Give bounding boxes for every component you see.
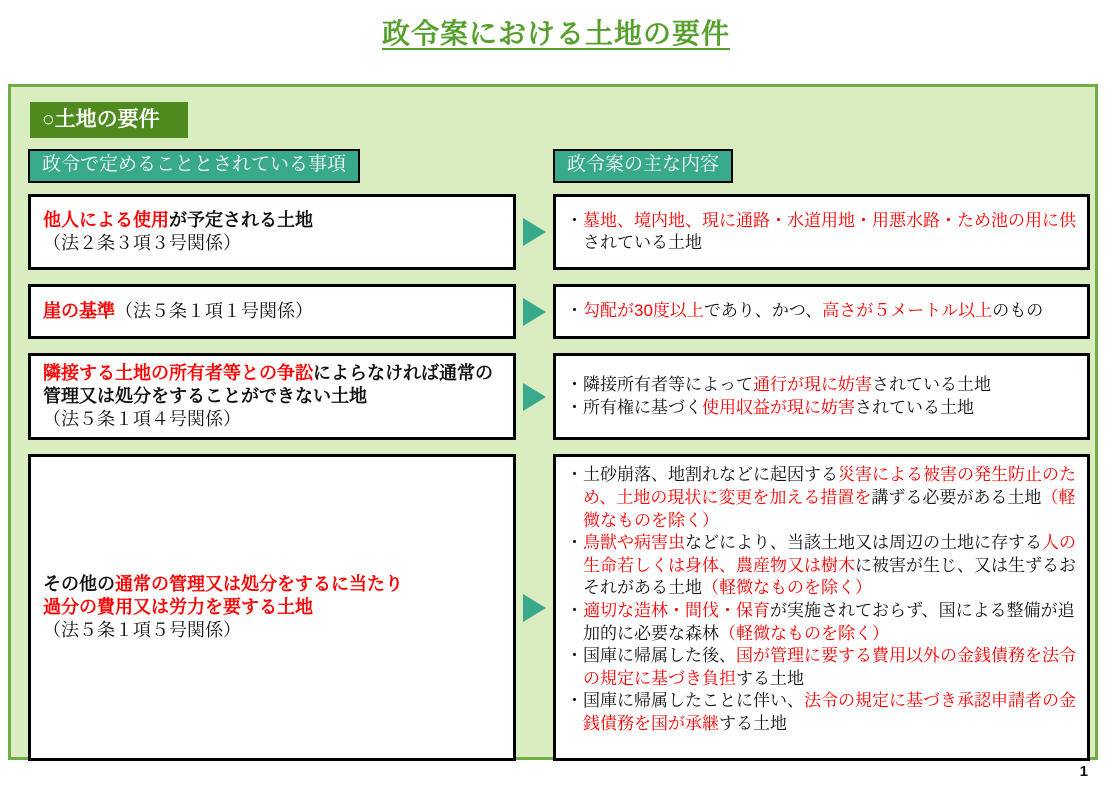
requirement-row <box>28 353 1090 440</box>
content-box <box>553 194 1090 270</box>
text-segment: 通常の管理又は処分をするに当たり <box>115 574 403 595</box>
text-segment: 鳥獣や病害虫 <box>583 533 685 553</box>
text-segment: ・ <box>566 533 583 553</box>
text-segment: する土地 <box>736 668 804 688</box>
text-segment: ・所有権に基づく <box>566 397 702 417</box>
text-segment: ・隣接所有者等によって <box>566 375 753 395</box>
land-requirements-panel <box>8 84 1098 760</box>
column-headers <box>28 149 1090 183</box>
text-segment: されている土地 <box>872 375 991 395</box>
arrow-column <box>516 194 553 270</box>
text-segment: 適切な造林・間伐・保育 <box>583 600 770 620</box>
text-segment: （法５条１項１号関係） <box>115 301 313 322</box>
text-segment: のもの <box>992 301 1044 321</box>
text-segment: 通行が現に妨害 <box>753 375 872 395</box>
text-segment: する土地 <box>719 714 787 733</box>
right-header-cell <box>553 149 733 183</box>
left-header-cell <box>28 149 553 183</box>
bullet-item <box>566 600 1077 645</box>
section-label: ○土地の要件 <box>30 102 188 138</box>
text-segment: が実施されておらず、国による整備が追加的に必要な森林 <box>583 600 1075 643</box>
text-segment: ・国庫に帰属した後、 <box>566 646 736 666</box>
provision-title-line <box>43 596 501 619</box>
text-segment: 講ずる必要がある土地 <box>871 487 1042 507</box>
text-segment: 勾配が30度以上 <box>583 301 704 321</box>
text-segment: によらなければ通常の管理又は処分をすることができない土地 <box>43 363 493 407</box>
law-reference: （法５条１項５号関係） <box>43 620 241 641</box>
provision-box <box>28 353 516 440</box>
page-title: 政令案における土地の要件 <box>381 18 730 49</box>
text-segment: ・ <box>566 210 583 230</box>
requirement-row <box>28 194 1090 270</box>
text-segment: されている土地 <box>855 397 974 417</box>
text-segment: ・ <box>566 600 583 620</box>
content-box <box>553 284 1090 339</box>
provision-box <box>28 194 516 270</box>
page-number: 1 <box>1079 763 1088 780</box>
text-segment: 過分の費用又は労力を要する土地 <box>43 597 313 618</box>
bullet-item <box>566 690 1077 735</box>
text-segment: （軽微なものを除く） <box>583 487 1076 530</box>
text-segment: 崖の基準 <box>43 301 115 322</box>
content-box <box>553 454 1090 761</box>
text-segment: であり、かつ、 <box>703 301 823 321</box>
text-segment: 災害による被害の発生防止のため、土地の現状に変更を加える措置を <box>583 465 1076 507</box>
provision-title-line <box>43 362 501 408</box>
content-box <box>553 353 1090 440</box>
text-segment: 他人による使用 <box>43 210 169 231</box>
text-segment: （軽微なものを除く） <box>719 623 889 643</box>
law-reference: （法２条３項３号関係） <box>43 233 241 254</box>
requirement-rows <box>28 194 1090 761</box>
arrow-right-icon <box>523 298 546 326</box>
provision-title-line <box>43 209 501 232</box>
text-segment: などにより、当該土地又は周辺の土地に存する <box>685 533 1042 553</box>
arrow-column <box>516 353 553 440</box>
text-segment: （軽微なものを除く） <box>702 578 872 598</box>
law-reference: （法５条１項４号関係） <box>43 409 241 430</box>
bullet-item <box>566 300 1077 323</box>
right-column-header: 政令案の主な内容 <box>553 149 733 183</box>
requirement-row <box>28 454 1090 761</box>
text-segment: ・土砂崩落、地割れなどに起因する <box>566 465 838 485</box>
text-segment: 隣接する土地の所有者等との争訟 <box>43 363 313 384</box>
arrow-right-icon <box>523 218 546 246</box>
requirement-row <box>28 284 1090 339</box>
arrow-right-icon <box>523 594 546 622</box>
text-segment: 高さが５メートル以上 <box>822 301 993 321</box>
text-segment: 法令の規定に基づき承認申請者の金銭債務を国が承継 <box>583 691 1076 733</box>
provision-box <box>28 454 516 761</box>
text-segment: 使用収益が現に妨害 <box>702 397 855 417</box>
bullet-item <box>566 374 1077 397</box>
text-segment: ・国庫に帰属したことに伴い、 <box>566 691 804 711</box>
provision-title-line <box>43 573 501 596</box>
bullet-item <box>566 645 1077 690</box>
text-segment: に被害が生じ、又は生ずるおそれがある土地 <box>583 555 1076 598</box>
arrow-column <box>516 284 553 339</box>
bullet-item <box>566 532 1077 600</box>
provision-box <box>28 284 516 339</box>
text-segment: されている土地 <box>583 233 702 253</box>
text-segment: 墓地、境内地、現に通路・水道用地・用悪水路・ため池の用に供 <box>583 210 1076 230</box>
left-column-header: 政令で定めることとされている事項 <box>28 149 360 183</box>
provision-title-line <box>43 300 501 323</box>
arrow-right-icon <box>523 383 546 411</box>
text-segment: ・ <box>566 301 583 321</box>
text-segment: 国が管理に要する費用以外の金銭債務を法令の規定に基づき負担 <box>583 646 1076 688</box>
bullet-item <box>566 210 1077 255</box>
text-segment: が予定される土地 <box>169 210 313 231</box>
bullet-item <box>566 464 1077 532</box>
bullet-item <box>566 397 1077 420</box>
arrow-column <box>516 454 553 761</box>
text-segment: 人の生命若しくは身体、農産物又は樹木 <box>583 533 1076 575</box>
text-segment: その他の <box>43 574 115 595</box>
